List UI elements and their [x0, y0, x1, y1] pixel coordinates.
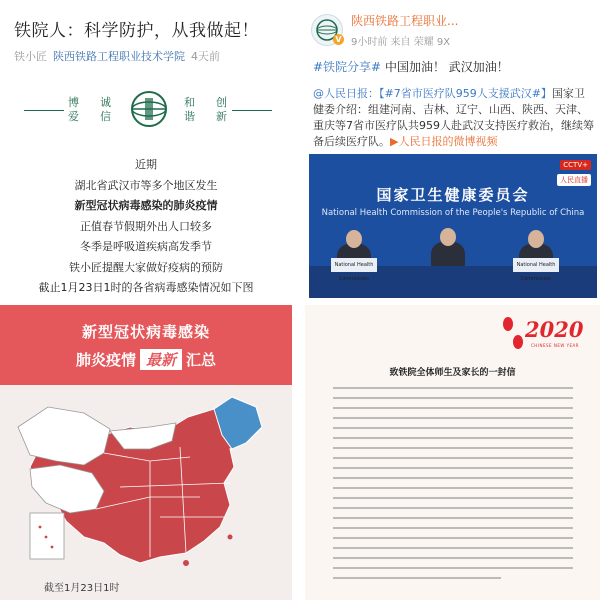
map-caption: 截至1月23日1时 [44, 583, 120, 594]
mention-link[interactable]: @人民日报 [313, 87, 368, 100]
motto-char: 谐 [184, 110, 195, 123]
name-plaque: National Health Commission [513, 258, 559, 272]
body-line: 铁小匠提醒大家做好疫病的预防 [69, 260, 223, 274]
china-map [0, 387, 292, 577]
tv-logo: CCTV+ [560, 160, 591, 170]
latest-highlight: 最新 [140, 349, 182, 370]
motto-char: 和 [184, 96, 195, 109]
school-motto-banner [24, 90, 272, 132]
person-head [528, 230, 544, 248]
new-year-subtitle: CHINESE NEW YEAR [531, 343, 580, 348]
taiwan-island [228, 535, 233, 540]
name-plaque: National Health Commission [331, 258, 377, 272]
motto-char: 博 [68, 96, 79, 109]
hashtag-link[interactable]: #铁院分享# [313, 60, 382, 74]
south-china-sea-inset [30, 513, 64, 559]
epidemic-map-card[interactable] [0, 305, 292, 600]
press-conference-photo[interactable] [309, 154, 597, 298]
map-heading-line2: 肺炎疫情 最新 汇总 [75, 351, 217, 369]
tv-logo: 人民直播 [557, 174, 591, 186]
body-line: 湖北省武汉市等多个地区发生 [74, 178, 218, 192]
letter-title: 致铁院全体师生及家长的一封信 [389, 368, 516, 378]
hainan-island [183, 560, 189, 566]
body-line: 新型冠状病毒感染的肺炎疫情 [74, 199, 218, 212]
post-text-body: 中国加油！ 武汉加油！ [381, 60, 509, 74]
repost-body: 国家卫健委介绍：组建河南、吉林、辽宁、山西、陕西、天津、重庆等7省市医疗队共959人赴武汉支持医疗救治，继续筹备后续医疗队。 [313, 87, 594, 148]
motto-char: 新 [216, 110, 227, 123]
body-line: 截止1月23日1时的各省病毒感染情况如下图 [38, 281, 254, 294]
body-line: 冬季是呼吸道疾病高发季节 [80, 240, 212, 253]
org-name[interactable]: 陕西铁路工程职业技术学院 [53, 50, 185, 63]
map-heading-line1: 新型冠状病毒感染 [81, 323, 210, 341]
post-text [313, 58, 509, 75]
backdrop-subtitle: National Health Commission of the People's Republic of China [321, 208, 585, 218]
topic-link[interactable]: ：【#7省市医疗队959人支援武汉#】 [368, 87, 552, 100]
letter-body [333, 387, 573, 587]
person-head [346, 230, 362, 248]
school-logo-icon [130, 90, 168, 128]
map-no-case-region [18, 407, 110, 465]
post-meta: 9小时前 来自 荣耀 9X [351, 37, 451, 48]
map-header [0, 305, 292, 385]
motto-char: 创 [216, 96, 227, 109]
article-body [0, 155, 292, 299]
video-link[interactable]: ▶人民日报的微博视频 [390, 135, 498, 148]
article-meta [14, 48, 220, 64]
reposted-content [313, 86, 595, 150]
backdrop-title: 国家卫生健康委员会 [376, 186, 530, 204]
motto-char: 诚 [100, 96, 111, 109]
post-time: 4天前 [191, 50, 220, 63]
author-name[interactable]: 铁小匠 [14, 50, 47, 63]
lantern-icon [503, 317, 513, 331]
lantern-icon [513, 335, 523, 349]
body-line: 近期 [135, 158, 157, 171]
open-letter-card[interactable] [305, 305, 600, 600]
motto-char: 信 [100, 110, 111, 123]
motto-char: 爱 [68, 110, 79, 123]
account-name[interactable]: 陕西铁路工程职业... [351, 14, 459, 28]
person-head [440, 228, 456, 246]
article-title[interactable]: 铁院人：科学防护，从我做起！ [14, 21, 259, 41]
new-year-logo: 2020 [525, 317, 584, 342]
body-line: 正值春节假期外出人口较多 [80, 219, 212, 233]
weibo-post-card[interactable] [303, 0, 600, 300]
article-card[interactable] [0, 0, 292, 300]
verified-badge-icon: V [333, 34, 344, 45]
